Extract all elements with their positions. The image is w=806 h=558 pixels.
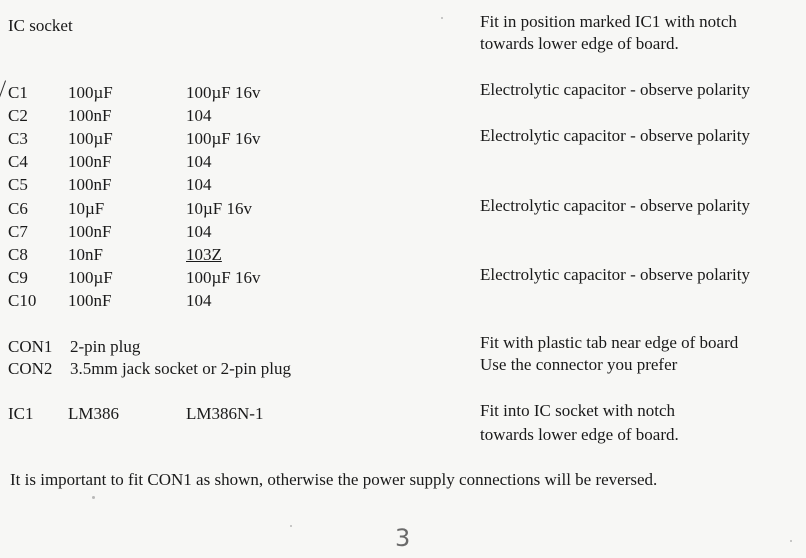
capacitor-value: 100µF: [68, 268, 113, 287]
capacitor-marking: 100µF 16v: [186, 268, 261, 287]
capacitor-note: Electrolytic capacitor - observe polarity: [480, 126, 750, 145]
capacitor-ref: C5: [8, 175, 28, 194]
capacitor-ref: C8: [8, 245, 28, 264]
capacitor-marking: 100µF 16v: [186, 83, 261, 102]
capacitor-note: Electrolytic capacitor - observe polarity: [480, 196, 750, 215]
capacitor-value: 100nF: [68, 152, 112, 171]
scan-speck: [92, 496, 95, 499]
capacitor-note: Electrolytic capacitor - observe polarity: [480, 80, 750, 99]
capacitor-value: 10nF: [68, 245, 103, 264]
connector-note: Fit with plastic tab near edge of board: [480, 333, 739, 352]
capacitor-value: 100nF: [68, 291, 112, 310]
capacitor-value: 100nF: [68, 222, 112, 241]
capacitor-marking: 104: [186, 291, 212, 310]
capacitor-ref: C10: [8, 291, 37, 310]
connector-note: Use the connector you prefer: [480, 355, 678, 374]
capacitor-value: 10µF: [68, 199, 105, 218]
capacitor-marking: 10µF 16v: [186, 199, 252, 218]
footer-warning: It is important to fit CON1 as shown, otherwise the power supply connections will be reversed.: [10, 470, 658, 489]
capacitor-marking: 103Z: [186, 245, 222, 264]
capacitor-ref: C3: [8, 129, 28, 148]
connector-desc: 2-pin plug: [70, 337, 141, 356]
capacitor-value: 100µF: [68, 83, 113, 102]
capacitor-marking: 104: [186, 175, 212, 194]
capacitor-marking: 100µF 16v: [186, 129, 261, 148]
capacitor-value: 100nF: [68, 175, 112, 194]
capacitor-ref: C1: [8, 83, 28, 102]
connector-ref: CON2: [8, 359, 53, 378]
capacitor-marking: 104: [186, 106, 212, 125]
capacitor-marking: 104: [186, 222, 212, 241]
scan-speck: [290, 525, 292, 527]
capacitor-value: 100nF: [68, 106, 112, 125]
connector-desc: 3.5mm jack socket or 2-pin plug: [70, 359, 291, 378]
ic-marking: LM386N-1: [186, 404, 264, 423]
scan-speck: [790, 540, 792, 542]
capacitor-value: 100µF: [68, 129, 113, 148]
ic-value: LM386: [68, 404, 119, 423]
ic-socket-label: IC socket: [8, 16, 73, 35]
ic-socket-note-line2: towards lower edge of board.: [480, 34, 679, 53]
ic-ref: IC1: [8, 404, 34, 423]
scan-speck: [441, 17, 443, 19]
ic-socket-note-line1: Fit in position marked IC1 with notch: [480, 12, 737, 31]
capacitor-ref: C6: [8, 199, 28, 218]
ic-note-line1: Fit into IC socket with notch: [480, 401, 676, 420]
pen-mark: [0, 80, 6, 97]
capacitor-ref: C7: [8, 222, 28, 241]
page-number: 3: [395, 524, 411, 552]
capacitor-marking: 104: [186, 152, 212, 171]
capacitor-note: Electrolytic capacitor - observe polarity: [480, 265, 750, 284]
ic-note-line2: towards lower edge of board.: [480, 425, 679, 444]
capacitor-ref: C4: [8, 152, 28, 171]
capacitor-ref: C9: [8, 268, 28, 287]
connector-ref: CON1: [8, 337, 53, 356]
capacitor-ref: C2: [8, 106, 28, 125]
